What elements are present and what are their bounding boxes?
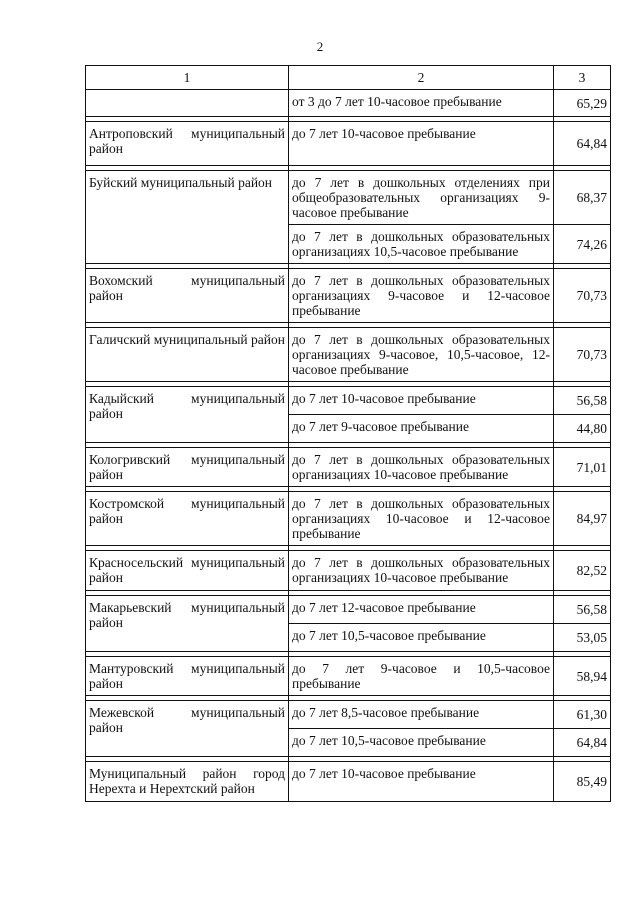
condition-cell: до 7 лет 10-часовое пребывание bbox=[289, 762, 554, 802]
condition-cell: до 7 лет 10-часовое пребывание bbox=[289, 387, 554, 415]
value-cell: 58,94 bbox=[554, 657, 611, 696]
district-cell: Вохомский муниципальный район bbox=[86, 269, 289, 323]
condition-cell: до 7 лет в дошкольных отделениях при общеобразовательных организациях 9-часовое пребывание bbox=[289, 171, 554, 225]
table-header-row bbox=[86, 66, 611, 90]
district-cell: Межевской муниципальный район bbox=[86, 701, 289, 757]
value-cell: 84,97 bbox=[554, 492, 611, 546]
condition-cell: до 7 лет в дошкольных образовательных организациях 9-часовое, 10,5-часовое, 12-часовое пребывание bbox=[289, 328, 554, 382]
value-cell: 44,80 bbox=[554, 415, 611, 443]
district-cell bbox=[86, 90, 289, 117]
condition-cell: до 7 лет 12-часовое пребывание bbox=[289, 596, 554, 624]
condition-cell: до 7 лет 9-часовое пребывание bbox=[289, 415, 554, 443]
condition-cell: до 7 лет 10,5-часовое пребывание bbox=[289, 624, 554, 652]
value-cell: 70,73 bbox=[554, 328, 611, 382]
table-row bbox=[86, 448, 611, 487]
condition-cell: до 7 лет 10,5-часовое пребывание bbox=[289, 729, 554, 757]
value-cell: 82,52 bbox=[554, 551, 611, 591]
district-cell: Галичский муниципальный район bbox=[86, 328, 289, 382]
table-row bbox=[86, 657, 611, 696]
table-row bbox=[86, 596, 611, 624]
district-cell: Муниципальный район город Нерехта и Нерехтский район bbox=[86, 762, 289, 802]
table-row bbox=[86, 387, 611, 415]
table-row bbox=[86, 328, 611, 382]
condition-cell: до 7 лет 8,5-часовое пребывание bbox=[289, 701, 554, 729]
table-row bbox=[86, 90, 611, 117]
value-cell: 64,84 bbox=[554, 729, 611, 757]
value-cell: 56,58 bbox=[554, 387, 611, 415]
condition-cell: до 7 лет в дошкольных образовательных организациях 10,5-часовое пребывание bbox=[289, 225, 554, 264]
table-row bbox=[86, 551, 611, 591]
condition-cell: до 7 лет в дошкольных образовательных организациях 9-часовое и 12-часовое пребывание bbox=[289, 269, 554, 323]
tariff-table bbox=[85, 65, 611, 802]
column-header-2: 2 bbox=[289, 66, 554, 90]
table-row bbox=[86, 492, 611, 546]
condition-cell: до 7 лет 9-часовое и 10,5-часовое пребывание bbox=[289, 657, 554, 696]
value-cell: 61,30 bbox=[554, 701, 611, 729]
column-header-3: 3 bbox=[554, 66, 611, 90]
condition-cell: до 7 лет в дошкольных образовательных организациях 10-часовое и 12-часовое пребывание bbox=[289, 492, 554, 546]
value-cell: 70,73 bbox=[554, 269, 611, 323]
district-cell: Кологривский муниципальный район bbox=[86, 448, 289, 487]
column-header-1: 1 bbox=[86, 66, 289, 90]
value-cell: 71,01 bbox=[554, 448, 611, 487]
table-row bbox=[86, 269, 611, 323]
district-cell: Макарьевский муниципальный район bbox=[86, 596, 289, 652]
value-cell: 68,37 bbox=[554, 171, 611, 225]
condition-cell: до 7 лет 10-часовое пребывание bbox=[289, 122, 554, 166]
district-cell: Мантуровский муниципальный район bbox=[86, 657, 289, 696]
table-row bbox=[86, 171, 611, 225]
condition-cell: от 3 до 7 лет 10-часовое пребывание bbox=[289, 90, 554, 117]
district-cell: Антроповский муниципальный район bbox=[86, 122, 289, 166]
value-cell: 56,58 bbox=[554, 596, 611, 624]
table-row bbox=[86, 762, 611, 802]
table-row bbox=[86, 701, 611, 729]
district-cell: Костромской муниципальный район bbox=[86, 492, 289, 546]
table-row bbox=[86, 122, 611, 166]
district-cell: Кадыйский муниципальный район bbox=[86, 387, 289, 443]
value-cell: 64,84 bbox=[554, 122, 611, 166]
condition-cell: до 7 лет в дошкольных образовательных организациях 10-часовое пребывание bbox=[289, 551, 554, 591]
value-cell: 74,26 bbox=[554, 225, 611, 264]
district-cell: Буйский муниципальный район bbox=[86, 171, 289, 264]
value-cell: 65,29 bbox=[554, 90, 611, 117]
condition-cell: до 7 лет в дошкольных образовательных организациях 10-часовое пребывание bbox=[289, 448, 554, 487]
value-cell: 53,05 bbox=[554, 624, 611, 652]
page-number: 2 bbox=[316, 39, 324, 54]
value-cell: 85,49 bbox=[554, 762, 611, 802]
district-cell: Красносельский муниципальный район bbox=[86, 551, 289, 591]
